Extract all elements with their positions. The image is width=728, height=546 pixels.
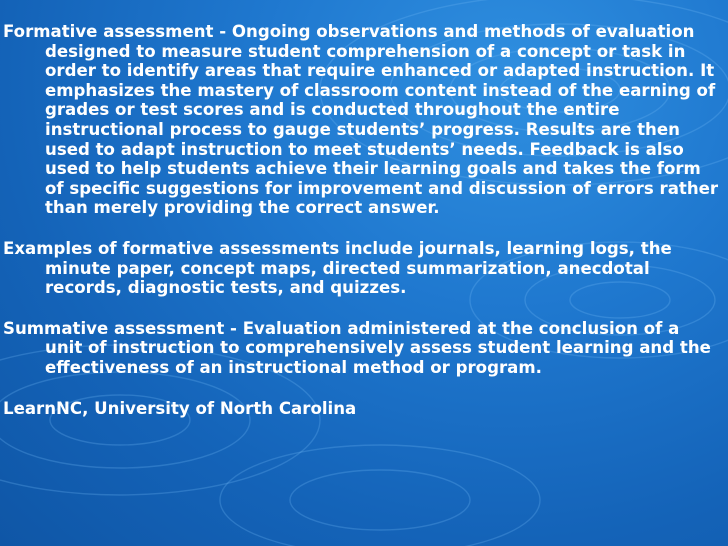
summative-definition-paragraph: Summative assessment - Evaluation administered at the conclusion of a unit of instruction to comprehensively assess student learning and the effectiveness of an instructional method or program.	[3, 318, 711, 377]
slide-body	[0, 22, 722, 439]
formative-examples-paragraph: Examples of formative assessments include journals, learning logs, the minute paper, concept maps, directed summarization, anecdotal records, diagnostic tests, and quizzes.	[3, 238, 672, 298]
formative-definition-paragraph: Formative assessment - Ongoing observations and methods of evaluation designed to measure student comprehension of a concept or task in order to identify areas that require enhanced or adapted instruction. It emphasizes the mastery of classroom content instead of the earning of grades or test scores and is conducted throughout the entire instructional process to gauge students’ progress. Results are then used to adapt instruction to meet students’ needs. Feedback is also used to help students achieve their learning goals and takes the form of specific suggestions for improvement and discussion of errors rather than merely providing the correct answer.	[3, 22, 719, 218]
source-citation: LearnNC, University of North Carolina	[3, 398, 357, 418]
